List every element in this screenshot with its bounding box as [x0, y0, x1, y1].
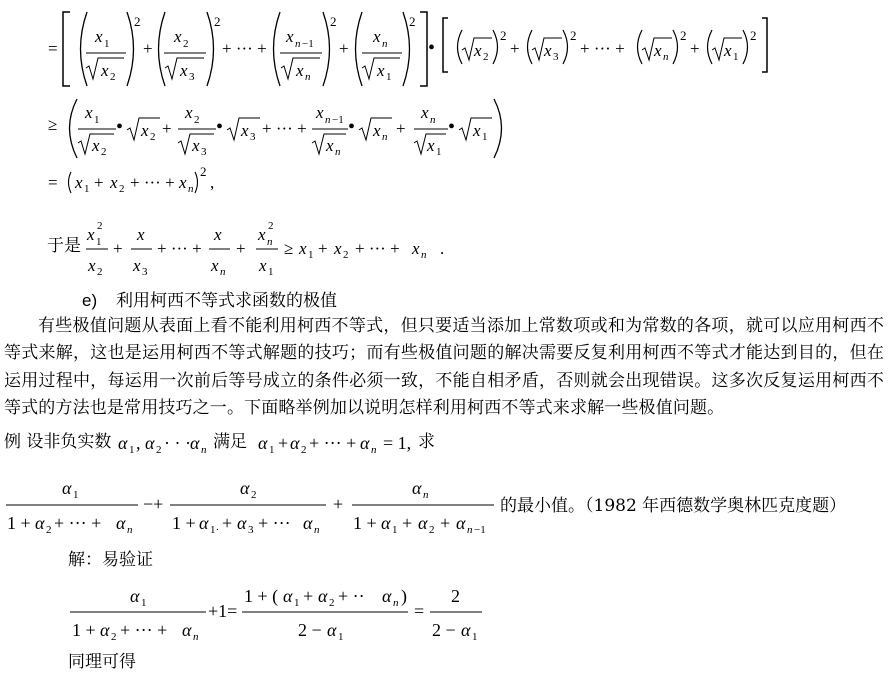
- example-constraint: [254, 428, 424, 460]
- svg-text:n: n: [430, 114, 436, 126]
- svg-text:+: +: [162, 119, 172, 138]
- svg-text:+1=: +1=: [208, 601, 238, 621]
- svg-text:2: 2: [46, 524, 52, 536]
- svg-text:): ): [401, 586, 407, 606]
- svg-text:n: n: [220, 266, 226, 278]
- svg-text:n: n: [423, 489, 429, 501]
- svg-text:1: 1: [94, 114, 100, 126]
- svg-text:+ ···: + ···: [258, 513, 291, 533]
- svg-text:x: x: [373, 27, 381, 46]
- svg-text:+: +: [333, 494, 344, 514]
- svg-text:+: +: [396, 119, 406, 138]
- svg-text:x: x: [214, 225, 222, 244]
- svg-text:2: 2: [343, 249, 349, 261]
- svg-text:α: α: [258, 433, 268, 453]
- svg-text:.: .: [440, 239, 445, 258]
- svg-text:2: 2: [97, 266, 103, 278]
- svg-text:x: x: [316, 103, 324, 122]
- svg-text:n: n: [382, 38, 388, 50]
- svg-text:2: 2: [150, 131, 156, 143]
- svg-text:2: 2: [200, 164, 207, 179]
- svg-text:n: n: [305, 71, 311, 83]
- svg-text:α: α: [130, 586, 140, 606]
- svg-text:x: x: [286, 27, 294, 46]
- svg-text:•: •: [448, 116, 456, 138]
- svg-text:2: 2: [429, 524, 435, 536]
- svg-text:α: α: [35, 513, 45, 533]
- svg-text:,: ,: [210, 173, 215, 192]
- body-paragraph: 有些极值问题从表面上看不能利用柯西不等式，但只要适当添加上常数项或和为常数的各项，就可以应用柯西不等式来解，这也是运用柯西不等式解题的技巧；而有些极值问题的解决需要反复利用柯西不等式才能达到目的，但在运用过程中，每运用一次前后等号成立的条件必须一致，不能自相矛盾，否则就会出现错误。这多次反复运用柯西不等式的方法也是常用技巧之一。下面略举例加以说明怎样利用柯西不等式来求解一些极值问题。: [4, 316, 884, 419]
- svg-text:x: x: [87, 225, 95, 244]
- svg-text:+ ··· +: + ··· +: [262, 119, 307, 138]
- svg-text:n: n: [295, 38, 301, 50]
- example-suffix: 求: [418, 432, 435, 452]
- svg-text:x: x: [133, 256, 141, 275]
- svg-text:n: n: [188, 183, 194, 195]
- svg-text:x: x: [174, 27, 182, 46]
- section-title: 利用柯西不等式求函数的极值: [116, 291, 337, 311]
- svg-text:1: 1: [104, 38, 110, 50]
- svg-text:= 1,: = 1,: [383, 433, 412, 453]
- svg-text:x: x: [544, 41, 552, 60]
- svg-text:n: n: [467, 524, 473, 536]
- svg-text:2: 2: [97, 220, 103, 232]
- svg-text:n: n: [201, 444, 207, 456]
- svg-text:=: =: [48, 39, 58, 58]
- equation-line-1: [0, 0, 889, 100]
- svg-text:2: 2: [251, 489, 257, 501]
- svg-text:x: x: [334, 239, 342, 258]
- svg-text:•: •: [216, 116, 224, 138]
- svg-text:α: α: [100, 620, 110, 640]
- svg-text:2: 2: [156, 444, 162, 456]
- svg-text:2: 2: [483, 51, 489, 63]
- svg-text:α: α: [418, 513, 428, 533]
- svg-text:x: x: [412, 239, 420, 258]
- svg-text:+: +: [236, 239, 246, 258]
- svg-text:+ ··· +: + ··· +: [355, 239, 400, 258]
- svg-text:α: α: [360, 433, 370, 453]
- svg-text:α: α: [382, 586, 392, 606]
- svg-text:≥: ≥: [284, 239, 294, 258]
- svg-text:x: x: [88, 256, 96, 275]
- svg-text:+ ··· +: + ··· +: [157, 239, 202, 258]
- svg-text:1 +: 1 +: [72, 620, 96, 640]
- svg-text:2: 2: [451, 586, 460, 606]
- svg-text:x: x: [110, 173, 118, 192]
- svg-text:1: 1: [96, 236, 102, 248]
- svg-text:1: 1: [129, 444, 135, 456]
- svg-text:1 +: 1 +: [172, 513, 196, 533]
- svg-text:+: +: [143, 39, 153, 58]
- svg-text:x: x: [654, 41, 662, 60]
- svg-text:x: x: [258, 225, 266, 244]
- svg-text:3: 3: [553, 51, 559, 63]
- svg-text:2: 2: [500, 28, 507, 43]
- svg-text:n: n: [393, 597, 399, 609]
- svg-text:=: =: [48, 173, 58, 192]
- svg-text:α: α: [190, 433, 200, 453]
- svg-text:2: 2: [134, 14, 141, 29]
- svg-text:1: 1: [392, 524, 398, 536]
- svg-text:,: ,: [136, 433, 141, 453]
- svg-text:=: =: [414, 601, 425, 621]
- svg-text:2: 2: [409, 14, 416, 29]
- svg-text:1: 1: [141, 597, 147, 609]
- svg-text:α: α: [456, 513, 466, 533]
- svg-text:1: 1: [338, 631, 344, 643]
- svg-text:1: 1: [482, 131, 488, 143]
- svg-text:x: x: [326, 136, 334, 155]
- svg-text:x: x: [179, 173, 187, 192]
- svg-text:x: x: [211, 256, 219, 275]
- svg-text:x: x: [427, 136, 435, 155]
- svg-text:1: 1: [386, 71, 392, 83]
- svg-text:α: α: [116, 513, 126, 533]
- svg-text:1: 1: [73, 489, 79, 501]
- svg-text:α: α: [62, 478, 72, 498]
- svg-text:1 + (: 1 + (: [244, 586, 279, 606]
- svg-text:α: α: [327, 620, 337, 640]
- svg-text:x: x: [101, 61, 109, 80]
- example-prefix: 例 设非负实数: [4, 432, 112, 452]
- svg-text:2: 2: [101, 146, 107, 158]
- svg-text:+: +: [402, 513, 413, 533]
- svg-text:x: x: [75, 173, 83, 192]
- svg-text:1: 1: [268, 266, 274, 278]
- solution-label: 解：易验证: [68, 550, 153, 570]
- svg-text:x: x: [137, 225, 145, 244]
- svg-text:2: 2: [183, 38, 189, 50]
- svg-text:+ ··: + ··: [338, 586, 365, 606]
- svg-text:1: 1: [436, 146, 442, 158]
- svg-text:α: α: [182, 620, 192, 640]
- svg-text:n: n: [193, 631, 199, 643]
- svg-text:+: +: [318, 239, 328, 258]
- svg-text:n: n: [267, 236, 273, 248]
- svg-text:+: +: [339, 39, 349, 58]
- svg-text:n: n: [314, 524, 320, 536]
- svg-text:+: +: [113, 239, 123, 258]
- svg-text:•: •: [116, 116, 124, 138]
- svg-text:1: 1: [84, 183, 90, 195]
- svg-text:α: α: [461, 620, 471, 640]
- therefore-prefix: 于是: [47, 236, 81, 256]
- svg-text:3: 3: [248, 524, 254, 536]
- svg-text:−+: −+: [143, 494, 164, 514]
- svg-text:x: x: [192, 136, 200, 155]
- svg-text:x: x: [299, 239, 307, 258]
- svg-text:x: x: [724, 41, 732, 60]
- svg-text:x: x: [185, 103, 193, 122]
- svg-text:x: x: [259, 256, 267, 275]
- svg-text:3: 3: [142, 266, 148, 278]
- svg-text:α: α: [199, 513, 209, 533]
- svg-text:α: α: [145, 433, 155, 453]
- svg-text:α: α: [412, 478, 422, 498]
- svg-text:n: n: [421, 249, 427, 261]
- svg-text:α: α: [381, 513, 391, 533]
- objective-expression: [0, 472, 520, 542]
- svg-text:−1: −1: [302, 38, 314, 50]
- svg-text:2 −: 2 −: [432, 620, 456, 640]
- svg-text:−1: −1: [474, 524, 486, 536]
- svg-text:α: α: [240, 478, 250, 498]
- svg-text:2: 2: [214, 14, 221, 29]
- equation-line-3: [0, 162, 889, 202]
- svg-text:α: α: [283, 586, 293, 606]
- svg-text:2: 2: [329, 597, 335, 609]
- svg-text:α: α: [290, 433, 300, 453]
- svg-text:+: +: [222, 513, 233, 533]
- svg-text:x: x: [141, 121, 149, 140]
- svg-text:n: n: [663, 51, 669, 63]
- svg-text:x: x: [474, 41, 482, 60]
- svg-text:n: n: [127, 524, 133, 536]
- svg-text:+ ··· +: + ··· +: [54, 513, 102, 533]
- svg-text:2: 2: [119, 183, 125, 195]
- svg-text:2: 2: [268, 220, 274, 232]
- svg-text:2: 2: [680, 28, 687, 43]
- svg-text:2: 2: [194, 114, 200, 126]
- svg-text:α: α: [303, 513, 313, 533]
- svg-text:2: 2: [110, 71, 116, 83]
- svg-text:x: x: [473, 121, 481, 140]
- svg-text:α: α: [237, 513, 247, 533]
- svg-text:≥: ≥: [48, 115, 58, 134]
- svg-text:x: x: [296, 61, 304, 80]
- svg-text:+: +: [94, 173, 104, 192]
- svg-text:3: 3: [201, 146, 207, 158]
- svg-text:+: +: [303, 586, 314, 606]
- example-middle: 满足: [213, 432, 247, 452]
- solution-equation: [0, 580, 520, 646]
- svg-text:−1: −1: [332, 114, 344, 126]
- svg-text:2: 2: [750, 28, 757, 43]
- svg-text:α: α: [118, 433, 128, 453]
- svg-text:+ ··· +: + ··· +: [580, 39, 625, 58]
- svg-text:+: +: [440, 513, 451, 533]
- svg-text:+: +: [510, 39, 520, 58]
- svg-text:1: 1: [294, 597, 300, 609]
- svg-text:n: n: [382, 131, 388, 143]
- svg-text:· · ·: · · ·: [164, 433, 191, 453]
- svg-text:n: n: [325, 114, 331, 126]
- objective-suffix: 的最小值。（1982 年西德数学奥林匹克度题）: [500, 496, 847, 516]
- equation-line-2: [0, 96, 889, 164]
- svg-text:•: •: [348, 116, 356, 138]
- svg-text:2: 2: [301, 444, 307, 456]
- svg-text:1 +: 1 +: [353, 513, 377, 533]
- svg-text:+ ··· +: + ··· +: [130, 173, 175, 192]
- svg-text:+ ··· +: + ··· +: [222, 39, 267, 58]
- svg-text:•: •: [428, 37, 436, 59]
- svg-text:2: 2: [111, 631, 117, 643]
- svg-text:+ ··· +: + ··· +: [309, 433, 357, 453]
- svg-text:1·: 1·: [210, 524, 220, 536]
- svg-text:x: x: [95, 27, 103, 46]
- section-label: e): [82, 291, 98, 310]
- svg-text:x: x: [377, 61, 385, 80]
- svg-text:α: α: [318, 586, 328, 606]
- svg-text:1: 1: [308, 249, 314, 261]
- equation-line-4: [0, 216, 889, 278]
- svg-text:n: n: [335, 146, 341, 158]
- svg-text:3: 3: [250, 131, 256, 143]
- solution-closing: 同理可得: [68, 652, 136, 672]
- svg-text:n: n: [371, 444, 377, 456]
- svg-text:x: x: [92, 136, 100, 155]
- svg-text:+: +: [278, 433, 289, 453]
- svg-text:2 −: 2 −: [298, 620, 322, 640]
- svg-text:1 +: 1 +: [7, 513, 31, 533]
- svg-text:1: 1: [733, 51, 739, 63]
- svg-text:x: x: [421, 103, 429, 122]
- svg-text:x: x: [241, 121, 249, 140]
- svg-text:x: x: [180, 61, 188, 80]
- svg-text:2: 2: [330, 14, 337, 29]
- svg-text:x: x: [85, 103, 93, 122]
- svg-text:2: 2: [570, 28, 577, 43]
- svg-text:+ ··· +: + ··· +: [120, 620, 168, 640]
- svg-text:x: x: [373, 121, 381, 140]
- svg-text:1: 1: [472, 631, 478, 643]
- svg-text:1: 1: [269, 444, 275, 456]
- svg-text:+: +: [690, 39, 700, 58]
- svg-text:3: 3: [189, 71, 195, 83]
